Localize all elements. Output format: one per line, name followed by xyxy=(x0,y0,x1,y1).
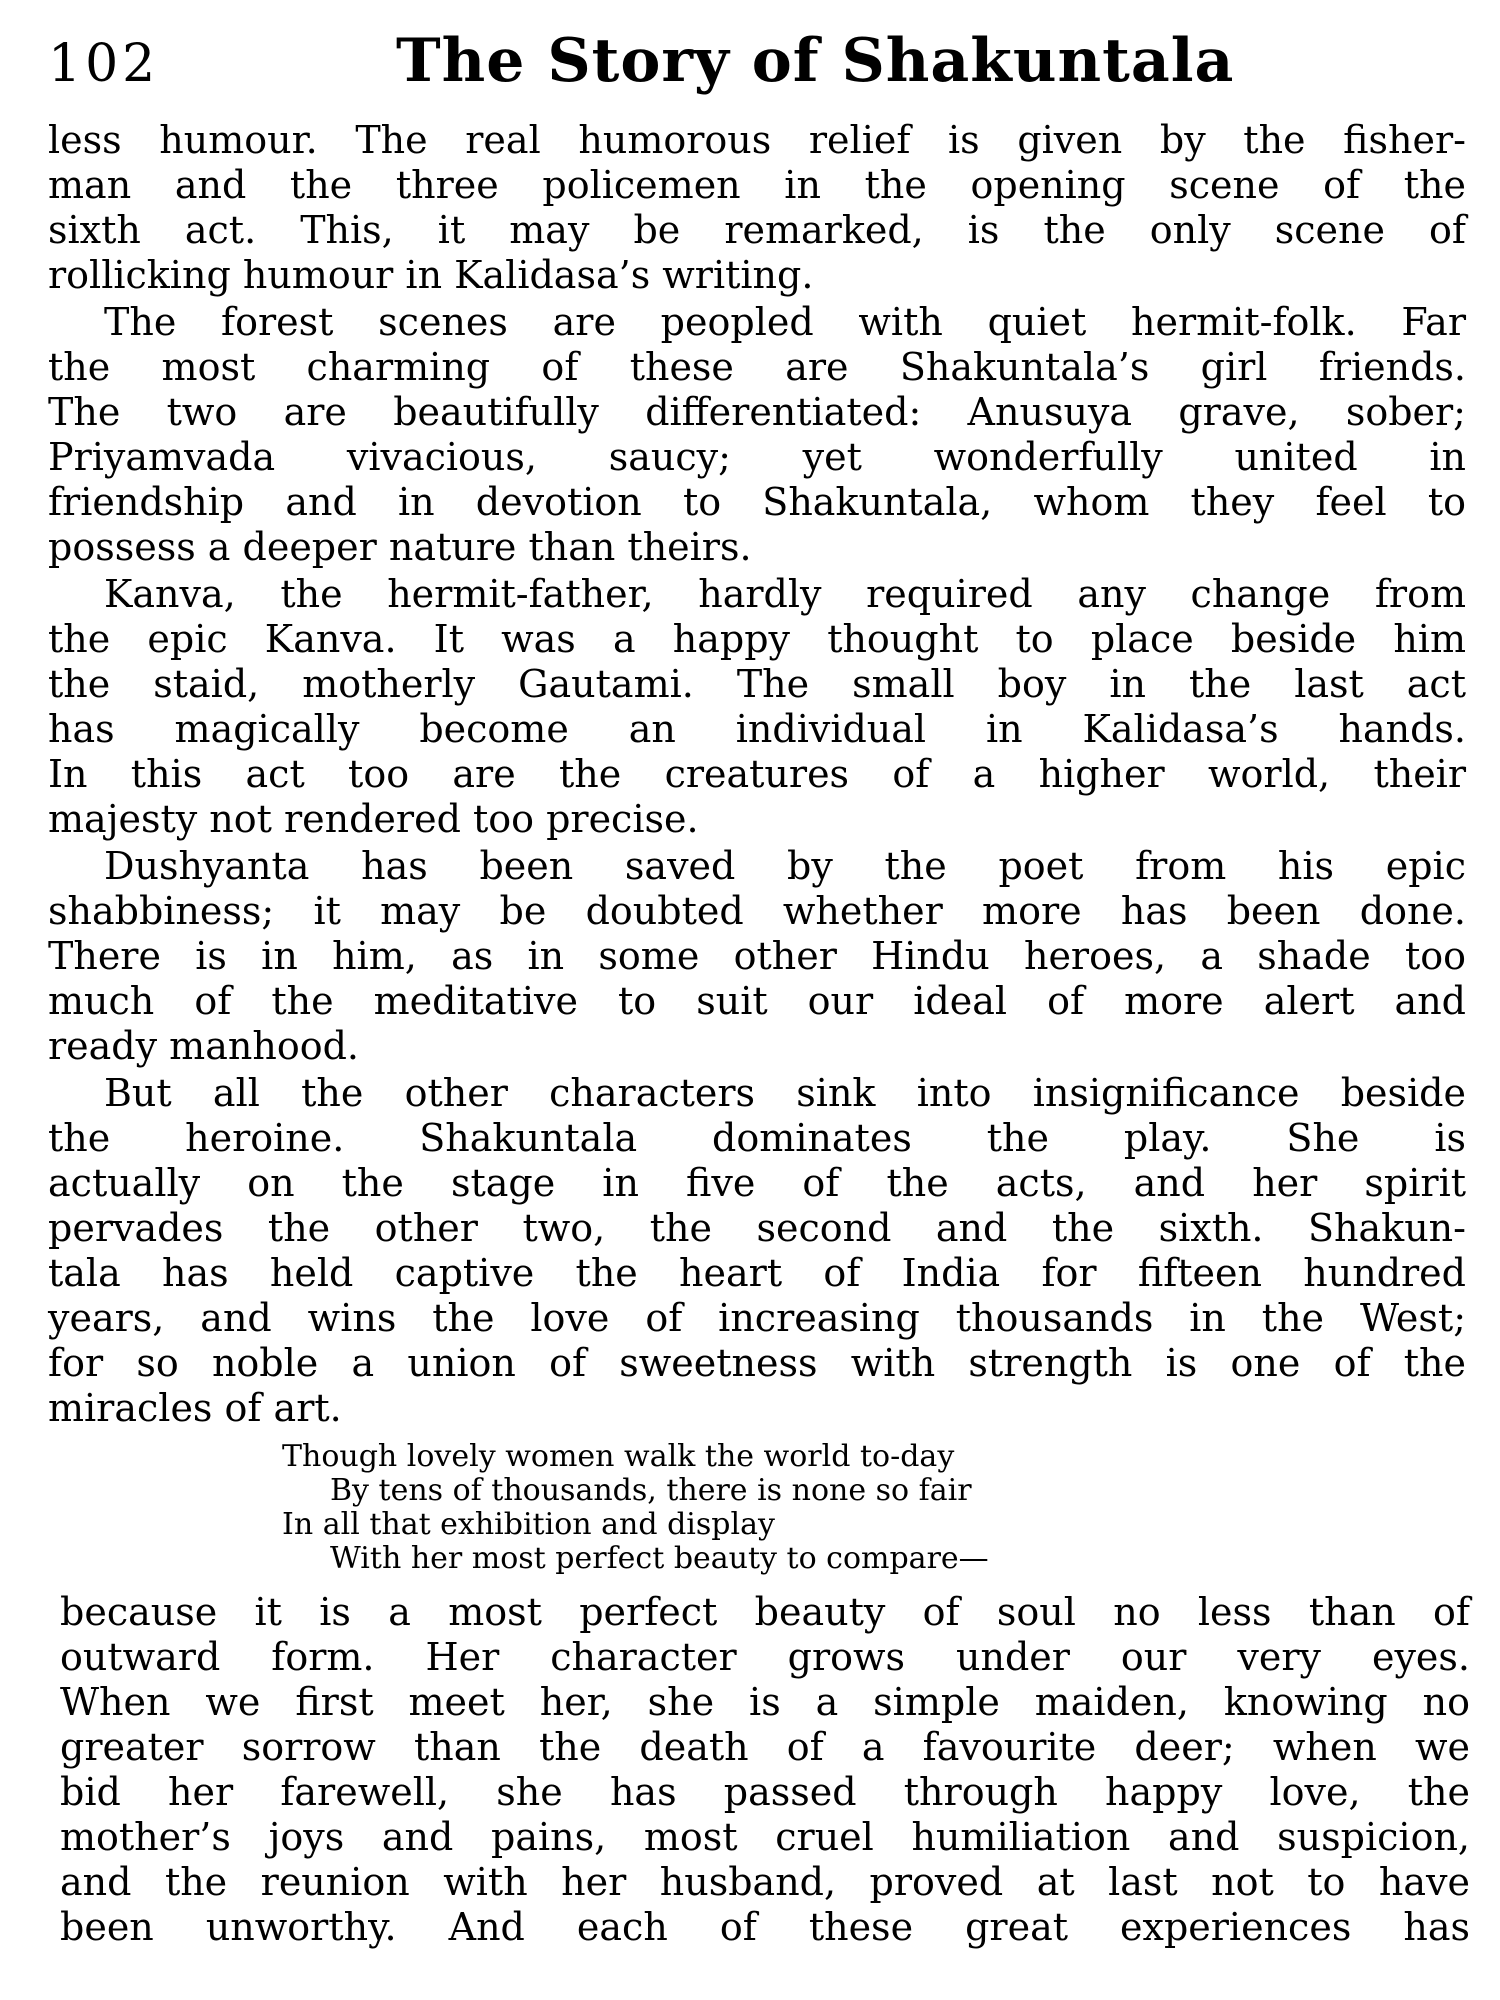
paragraph-dushyanta xyxy=(48,844,1466,1069)
text-line: ready manhood. xyxy=(48,1024,359,1068)
text-line: greater sorrow than the death of a favourite deer; when we xyxy=(60,1725,1470,1769)
text-line: the most charming of these are Shakuntala’s girl friends. xyxy=(48,345,1466,389)
verse-quotation xyxy=(282,1440,1202,1576)
text-line: less humour. The real humorous relief is given by the fisher- xyxy=(48,118,1466,162)
closing-text xyxy=(60,1590,1470,1952)
text-line: bid her farewell, she has passed through happy love, the xyxy=(60,1770,1470,1814)
text-line: years, and wins the love of increasing thousands in the West; xyxy=(48,1296,1466,1340)
text-line: There is in him, as in some other Hindu heroes, a shade too xyxy=(48,934,1466,978)
verse-line: In all that exhibition and display xyxy=(282,1507,775,1542)
text-line: the heroine. Shakuntala dominates the play. She is xyxy=(48,1116,1466,1160)
verse-line: With her most perfect beauty to compare— xyxy=(330,1541,989,1576)
text-line: man and the three policemen in the opening scene of the xyxy=(48,163,1466,207)
text-line: the staid, motherly Gautami. The small boy in the last act xyxy=(48,662,1466,706)
paragraph-beauty-of-soul xyxy=(60,1590,1470,1950)
text-line: much of the meditative to suit our ideal of more alert and xyxy=(48,979,1466,1023)
text-line: actually on the stage in five of the acts, and her spirit xyxy=(48,1161,1466,1205)
text-line: the epic Kanva. It was a happy thought to place beside him xyxy=(48,617,1466,661)
text-line: Kanva, the hermit-father, hardly required any change from xyxy=(104,572,1466,616)
text-line: In this act too are the creatures of a higher world, their xyxy=(48,752,1466,796)
text-line: sixth act. This, it may be remarked, is the only scene of xyxy=(48,208,1466,252)
verse-line: By tens of thousands, there is none so fair xyxy=(330,1473,972,1508)
page-header xyxy=(48,26,1468,106)
text-line: for so noble a union of sweetness with strength is one of the xyxy=(48,1341,1466,1385)
main-text xyxy=(48,118,1466,1433)
text-line: possess a deeper nature than theirs. xyxy=(48,525,752,569)
text-line: mother’s joys and pains, most cruel humiliation and suspicion, xyxy=(60,1815,1470,1859)
page-number: 102 xyxy=(48,34,160,94)
paragraph-forest-scenes xyxy=(48,300,1466,570)
text-line: outward form. Her character grows under our very eyes. xyxy=(60,1635,1470,1679)
text-line: Priyamvada vivacious, saucy; yet wonderfully united in xyxy=(48,435,1466,479)
paragraph-kanva xyxy=(48,572,1466,842)
text-line: has magically become an individual in Kalidasa’s hands. xyxy=(48,707,1466,751)
text-line: miracles of art. xyxy=(48,1386,342,1430)
text-line: and the reunion with her husband, proved at last not to have xyxy=(60,1860,1470,1904)
text-line: been unworthy. And each of these great experiences has xyxy=(60,1905,1470,1949)
text-line: The two are beautifully differentiated: Anusuya grave, sober; xyxy=(48,390,1466,434)
text-line: friendship and in devotion to Shakuntala, whom they feel to xyxy=(48,480,1466,524)
text-line: The forest scenes are peopled with quiet hermit-folk. Far xyxy=(104,300,1466,344)
text-line: because it is a most perfect beauty of soul no less than of xyxy=(60,1590,1470,1634)
verse-line: Though lovely women walk the world to-day xyxy=(282,1439,955,1474)
paragraph-humour xyxy=(48,118,1466,298)
text-line: rollicking humour in Kalidasa’s writing. xyxy=(48,253,814,297)
paragraph-heroine xyxy=(48,1071,1466,1431)
text-line: But all the other characters sink into insignificance beside xyxy=(104,1071,1466,1115)
text-line: When we first meet her, she is a simple maiden, knowing no xyxy=(60,1680,1470,1724)
text-line: majesty not rendered too precise. xyxy=(48,797,699,841)
text-line: shabbiness; it may be doubted whether more has been done. xyxy=(48,889,1466,933)
text-line: tala has held captive the heart of India for fifteen hundred xyxy=(48,1251,1466,1295)
text-line: Dushyanta has been saved by the poet from his epic xyxy=(104,844,1466,888)
text-line: pervades the other two, the second and the sixth. Shakun- xyxy=(48,1206,1466,1250)
running-title: The Story of Shakuntala xyxy=(396,26,1235,96)
